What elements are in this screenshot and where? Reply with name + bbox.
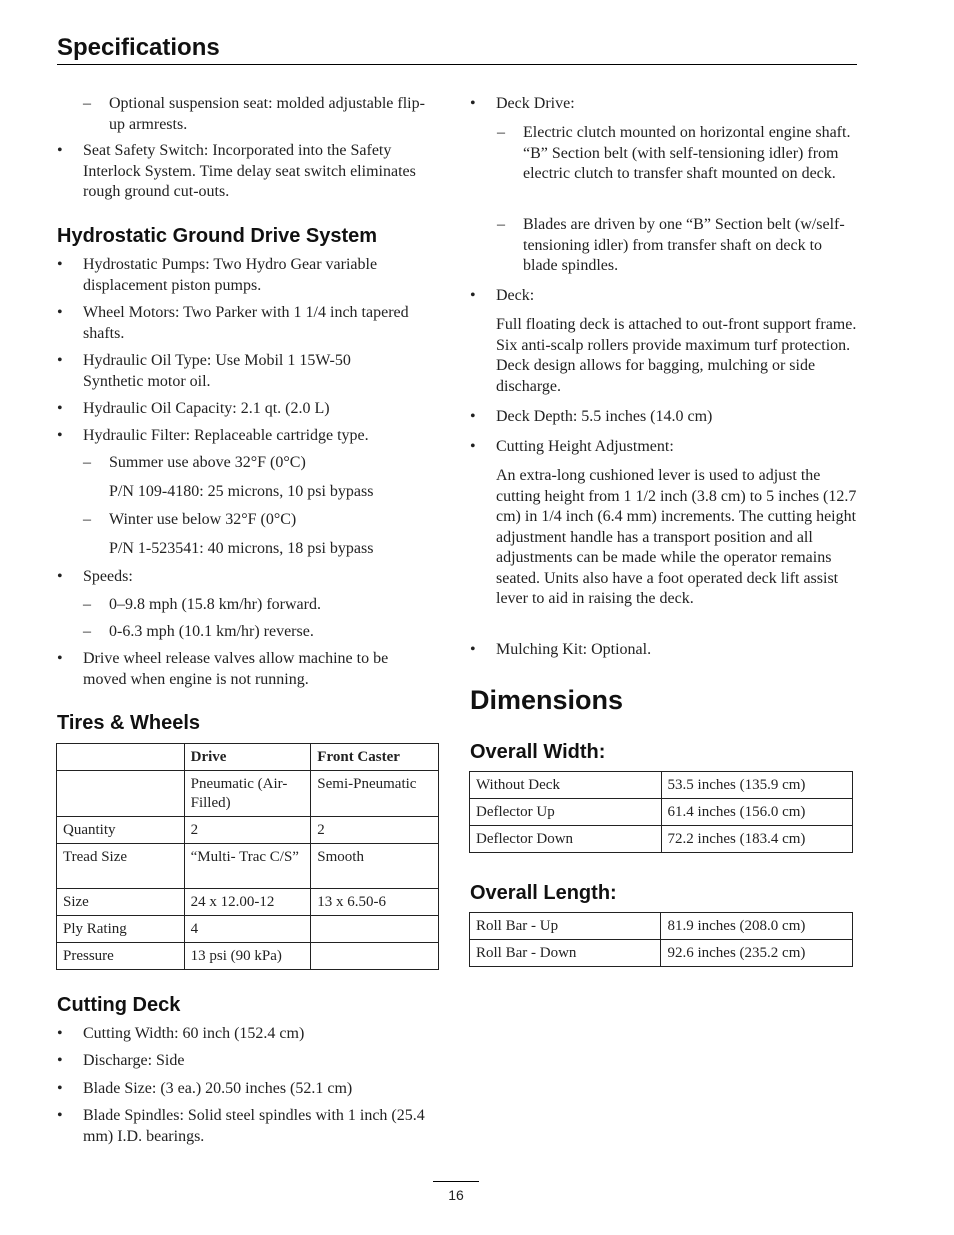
list-item-text: Hydraulic Oil Capacity: 2.1 qt. (2.0 L) — [83, 400, 330, 417]
list-item-text: Discharge: Side — [83, 1052, 185, 1069]
list-item-text: Deck Drive: — [496, 95, 575, 112]
list-item-text: Speeds: — [83, 568, 133, 585]
table-cell: Pressure — [57, 943, 185, 970]
table-row — [470, 826, 853, 853]
bullet-marker: • — [57, 650, 63, 667]
table-cell: 72.2 inches (183.4 cm) — [661, 826, 852, 853]
section-heading-deck: Cutting Deck — [57, 994, 181, 1016]
table-cell: 92.6 inches (235.2 cm) — [661, 940, 853, 967]
table-cell: Roll Bar - Up — [470, 913, 661, 940]
table-row — [470, 799, 853, 826]
width-table — [469, 771, 853, 853]
table-cell — [311, 916, 439, 943]
dash-marker: – — [83, 623, 91, 640]
bullet-marker: • — [470, 95, 476, 112]
table-row — [57, 771, 439, 817]
bullet-marker: • — [470, 408, 476, 425]
table-cell: “Multi- Trac C/S” — [184, 844, 311, 889]
table-cell: Deflector Down — [470, 826, 662, 853]
section-heading-hydro: Hydrostatic Ground Drive System — [57, 225, 378, 247]
footer-rule — [433, 1181, 479, 1182]
table-cell — [57, 771, 185, 817]
table-cell: 61.4 inches (156.0 cm) — [661, 799, 852, 826]
table-cell: Ply Rating — [57, 916, 185, 943]
list-item-text: 0–9.8 mph (15.8 km/hr) forward. — [109, 596, 321, 613]
dash-marker: – — [83, 511, 91, 528]
dash-marker: – — [497, 216, 505, 233]
bullet-marker: • — [57, 352, 63, 369]
table-cell: 2 — [311, 817, 439, 844]
list-item-text: Hydraulic Filter: Replaceable cartridge type. — [83, 427, 369, 444]
bullet-marker: • — [57, 568, 63, 585]
table-header-cell: Drive — [184, 744, 311, 771]
table-cell: Tread Size — [57, 844, 185, 889]
page-number: 16 — [448, 1187, 464, 1203]
list-item-text: 0-6.3 mph (10.1 km/hr) reverse. — [109, 623, 314, 640]
subheading-length: Overall Length: — [470, 882, 617, 904]
paragraph: Full floating deck is attached to out-front support frame. Six anti-scalp rollers provide maximum turf protection. Deck design allows for bagging, mulching or side discharge. — [496, 316, 857, 395]
table-row — [57, 943, 439, 970]
length-table — [469, 912, 853, 967]
table-cell: Without Deck — [470, 772, 662, 799]
table-cell: 4 — [184, 916, 311, 943]
list-item-text: Mulching Kit: Optional. — [496, 641, 652, 658]
list-item-text: Wheel Motors: Two Parker with 1 1/4 inch tapered shafts. — [83, 304, 409, 342]
table-header-cell: Front Caster — [311, 744, 439, 771]
section-heading-tires: Tires & Wheels — [57, 712, 201, 734]
table-cell: Pneumatic (Air-Filled) — [184, 771, 311, 817]
dash-marker: – — [83, 596, 91, 613]
table-row — [470, 940, 853, 967]
table-row — [57, 844, 439, 889]
part-number-text: P/N 1-523541: 40 microns, 18 psi bypass — [109, 540, 374, 557]
table-row — [57, 916, 439, 943]
table-row — [470, 913, 853, 940]
table-cell: 53.5 inches (135.9 cm) — [661, 772, 852, 799]
bullet-marker: • — [57, 304, 63, 321]
bullet-marker: • — [470, 287, 476, 304]
list-item-text: Seat Safety Switch: Incorporated into the Safety Interlock System. Time delay seat switch eliminates rough ground cut-outs. — [83, 142, 416, 200]
table-row — [470, 772, 853, 799]
subheading-width: Overall Width: — [470, 741, 606, 763]
table-cell: Smooth — [311, 844, 439, 889]
table-cell: 81.9 inches (208.0 cm) — [661, 913, 853, 940]
dash-marker: – — [497, 124, 505, 141]
table-cell: 24 x 12.00-12 — [184, 889, 311, 916]
list-item-text: Summer use above 32°F (0°C) — [109, 454, 306, 471]
tires-table — [56, 743, 439, 970]
table-cell: Quantity — [57, 817, 185, 844]
table-cell: 2 — [184, 817, 311, 844]
paragraph: An extra-long cushioned lever is used to adjust the cutting height from 1 1/2 inch (3.8 cm) to 5 inches (12.7 cm) in 1/4 inch (6.4 mm) increments. The cutting height adjustment handle has a transport position and all adjustments can be made while the operator remains seated. Units also have a foot operated deck lift assist lever to aid in raising the deck. — [496, 467, 857, 607]
dash-marker: – — [83, 95, 91, 112]
bullet-marker: • — [57, 1052, 63, 1069]
list-item-text: Hydrostatic Pumps: Two Hydro Gear variable displacement piston pumps. — [83, 256, 378, 294]
list-item-text: Blade Spindles: Solid steel spindles with 1 inch (25.4 mm) I.D. bearings. — [83, 1107, 425, 1145]
bullet-marker: • — [57, 1080, 63, 1097]
table-header-cell — [57, 744, 185, 771]
list-item-text: Deck: — [496, 287, 535, 304]
page-title: Specifications — [57, 34, 220, 61]
list-item-text: Deck Depth: 5.5 inches (14.0 cm) — [496, 408, 713, 425]
bullet-marker: • — [57, 1025, 63, 1042]
bullet-marker: • — [57, 142, 63, 159]
list-item-text: Blades are driven by one “B” Section belt (w/self-tensioning idler) from transfer shaft on deck to blade spindles. — [523, 216, 845, 274]
table-cell: Size — [57, 889, 185, 916]
table-header-row — [57, 744, 439, 771]
list-item-text: Drive wheel release valves allow machine to be moved when engine is not running. — [83, 650, 389, 688]
bullet-marker: • — [57, 1107, 63, 1124]
table-cell: Semi-Pneumatic — [311, 771, 439, 817]
list-item-text: Optional suspension seat: molded adjustable flip-up armrests. — [109, 95, 425, 133]
list-item-text: Winter use below 32°F (0°C) — [109, 511, 297, 528]
bullet-marker: • — [470, 641, 476, 658]
table-row — [57, 889, 439, 916]
table-cell: 13 psi (90 kPa) — [184, 943, 311, 970]
list-item-text: Electric clutch mounted on horizontal engine shaft. “B” Section belt (with self-tensioning idler) from electric clutch to transfer shaft mounted on deck. — [523, 124, 851, 182]
dash-marker: – — [83, 454, 91, 471]
bullet-marker: • — [57, 256, 63, 273]
table-cell: Deflector Up — [470, 799, 662, 826]
part-number-text: P/N 109-4180: 25 microns, 10 psi bypass — [109, 483, 374, 500]
table-cell: 13 x 6.50-6 — [311, 889, 439, 916]
table-cell: Roll Bar - Down — [470, 940, 661, 967]
table-cell — [311, 943, 439, 970]
bullet-marker: • — [57, 427, 63, 444]
table-row — [57, 817, 439, 844]
section-heading-dimensions: Dimensions — [470, 685, 624, 715]
list-item-text: Blade Size: (3 ea.) 20.50 inches (52.1 cm) — [83, 1080, 353, 1097]
bullet-marker: • — [470, 438, 476, 455]
list-item-text: Hydraulic Oil Type: Use Mobil 1 15W-50 Synthetic motor oil. — [83, 352, 351, 390]
list-item-text: Cutting Width: 60 inch (152.4 cm) — [83, 1025, 305, 1042]
list-item-text: Cutting Height Adjustment: — [496, 438, 674, 455]
title-rule — [57, 64, 857, 65]
bullet-marker: • — [57, 400, 63, 417]
